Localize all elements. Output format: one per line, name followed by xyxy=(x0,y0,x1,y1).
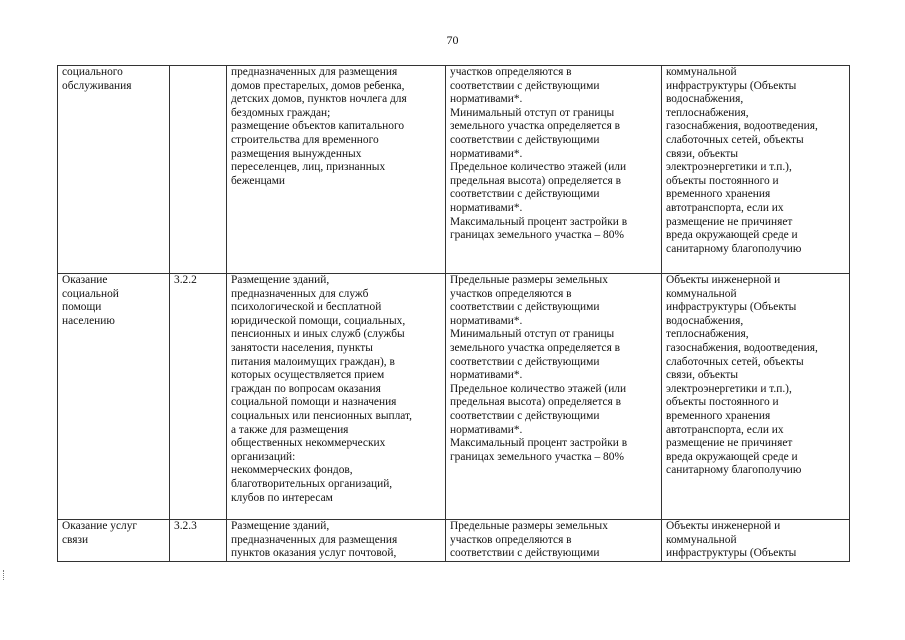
cell-text-line: психологической и бесплатной xyxy=(231,301,382,314)
cell-text-line: социального xyxy=(62,66,123,78)
cell-text-line: домов престарелых, домов ребенка, xyxy=(231,79,405,92)
cell-text-line: общественных некоммерческих xyxy=(231,437,386,450)
row-1-parameters xyxy=(446,274,662,520)
cell-text-line: организаций: xyxy=(231,450,296,463)
cell-text-line: водоснабжения, xyxy=(666,314,744,327)
row-2-name xyxy=(58,520,170,562)
table-row xyxy=(58,520,850,562)
cell-text-line: граждан по вопросам оказания xyxy=(231,382,381,395)
cell-text-line: размещение не причиняет xyxy=(666,437,793,450)
cell-text-line: размещение не причиняет xyxy=(666,215,793,228)
cell-text-line: участков определяются в xyxy=(450,533,572,546)
cell-text-line: бездомных граждан; xyxy=(231,106,331,119)
row-2-parameters xyxy=(446,520,662,562)
cell-text-line: соответствии с действующими xyxy=(450,547,600,560)
cell-text-line: соответствии с действующими xyxy=(450,355,600,368)
row-2-code: 3.2.3 xyxy=(170,520,227,562)
row-1-code: 3.2.2 xyxy=(170,274,227,520)
row-2-description xyxy=(227,520,446,562)
cell-text-line: Объекты инженерной и xyxy=(666,520,781,532)
cell-text-line: границах земельного участка – 80% xyxy=(450,229,624,242)
cell-text-line: переселенцев, лиц, признанных xyxy=(231,161,386,174)
cell-text-line: временного хранения xyxy=(666,188,771,201)
row-0-code xyxy=(170,66,227,274)
cell-text-line: социальной помощи и назначения xyxy=(231,396,397,409)
cell-text-line: коммунальной xyxy=(666,66,737,78)
cell-text-line: автотранспорта, если их xyxy=(666,423,784,436)
cell-text-line: земельного участка определяется в xyxy=(450,341,621,354)
cell-text-line: электроэнергетики и т.п.), xyxy=(666,382,792,395)
cell-text-line: строительства для временного xyxy=(231,133,379,146)
cell-text-line: клубов по интересам xyxy=(231,491,333,504)
cell-text-line: питания малоимущих граждан), в xyxy=(231,355,395,368)
cell-text-line: инфраструктуры (Объекты xyxy=(666,79,797,92)
cell-text-line: слаботочных сетей, объекты xyxy=(666,133,804,146)
cell-text-line: газоснабжения, водоотведения, xyxy=(666,341,818,354)
cell-text-line: соответствии с действующими xyxy=(450,188,600,201)
cell-text-line: некоммерческих фондов, xyxy=(231,464,353,477)
cell-text-line: Оказание xyxy=(62,274,108,286)
cell-text-line: земельного участка определяется в xyxy=(450,120,621,133)
row-1-name xyxy=(58,274,170,520)
cell-text-line: предназначенных для размещения xyxy=(231,533,398,546)
land-use-table xyxy=(57,65,850,562)
cell-text-line: Минимальный отступ от границы xyxy=(450,106,615,119)
cell-text-line: юридической помощи, социальных, xyxy=(231,314,406,327)
cell-text-line: инфраструктуры (Объекты xyxy=(666,547,797,560)
cell-text-line: нормативами*. xyxy=(450,423,523,436)
row-0-parameters xyxy=(446,66,662,274)
row-1-description xyxy=(227,274,446,520)
cell-text-line: социальных или пенсионных выплат, xyxy=(231,409,413,422)
cell-text-line: а также для размещения xyxy=(231,423,349,436)
row-2-infrastructure xyxy=(662,520,850,562)
cell-text-line: помощи xyxy=(62,301,102,314)
cell-text-line: размещение объектов капитального xyxy=(231,120,405,133)
cell-text-line: соответствии с действующими xyxy=(450,409,600,422)
cell-text-line: газоснабжения, водоотведения, xyxy=(666,120,818,133)
cell-text-line: которых осуществляется прием xyxy=(231,369,385,382)
cell-text-line: предельная высота) определяется в xyxy=(450,174,621,187)
row-0-description xyxy=(227,66,446,274)
cell-text-line: обслуживания xyxy=(62,79,132,92)
cell-text-line: теплоснабжения, xyxy=(666,106,749,119)
cell-text-line: Максимальный процент застройки в xyxy=(450,437,628,450)
cell-text-line: предельная высота) определяется в xyxy=(450,396,621,409)
cell-text-line: Размещение зданий, xyxy=(231,520,330,532)
cell-text-line: участков определяются в xyxy=(450,66,572,78)
cell-text-line: Минимальный отступ от границы xyxy=(450,328,615,341)
cell-text-line: занятости населения, пункты xyxy=(231,341,373,354)
cell-text-line: вреда окружающей среде и xyxy=(666,229,798,242)
cell-text-line: участков определяются в xyxy=(450,287,572,300)
cell-text-line: пенсионных и иных служб (службы xyxy=(231,328,405,341)
cell-text-line: пунктов оказания услуг почтовой, xyxy=(231,547,397,560)
cell-text-line: слаботочных сетей, объекты xyxy=(666,355,804,368)
cell-text-line: теплоснабжения, xyxy=(666,328,749,341)
scan-edge-mark xyxy=(3,570,6,580)
row-0-name xyxy=(58,66,170,274)
cell-text-line: коммунальной xyxy=(666,533,737,546)
cell-text-line: соответствии с действующими xyxy=(450,301,600,314)
cell-text-line: автотранспорта, если их xyxy=(666,201,784,214)
cell-text-line: предназначенных для размещения xyxy=(231,66,398,78)
cell-text-line: беженцами xyxy=(231,174,286,187)
cell-text-line: объекты постоянного и xyxy=(666,174,779,187)
cell-text-line: электроэнергетики и т.п.), xyxy=(666,161,792,174)
cell-text-line: Предельное количество этажей (или xyxy=(450,382,627,395)
cell-text-line: соответствии с действующими xyxy=(450,79,600,92)
cell-text-line: соответствии с действующими xyxy=(450,133,600,146)
cell-text-line: санитарному благополучию xyxy=(666,242,802,255)
cell-text-line: нормативами*. xyxy=(450,147,523,160)
cell-text-line: временного хранения xyxy=(666,409,771,422)
cell-text-line: границах земельного участка – 80% xyxy=(450,450,624,463)
cell-text-line: Объекты инженерной и xyxy=(666,274,781,286)
cell-text-line: нормативами*. xyxy=(450,369,523,382)
cell-text-line: нормативами*. xyxy=(450,93,523,106)
table-row xyxy=(58,274,850,520)
cell-text-line: предназначенных для служб xyxy=(231,287,369,300)
cell-text-line: санитарному благополучию xyxy=(666,464,802,477)
page-number: 70 xyxy=(446,33,459,47)
cell-text-line: объекты постоянного и xyxy=(666,396,779,409)
cell-text-line: Предельные размеры земельных xyxy=(450,520,608,532)
cell-text-line: благотворительных организаций, xyxy=(231,477,393,490)
cell-text-line: Оказание услуг xyxy=(62,520,138,532)
table-row xyxy=(58,66,850,274)
cell-text-line: связи, объекты xyxy=(666,147,738,160)
cell-text-line: коммунальной xyxy=(666,287,737,300)
cell-text-line: вреда окружающей среде и xyxy=(666,450,798,463)
cell-text-line: Предельные размеры земельных xyxy=(450,274,608,286)
row-0-infrastructure xyxy=(662,66,850,274)
cell-text-line: детских домов, пунктов ночлега для xyxy=(231,93,407,106)
cell-text-line: водоснабжения, xyxy=(666,93,744,106)
cell-text-line: нормативами*. xyxy=(450,201,523,214)
cell-text-line: Размещение зданий, xyxy=(231,274,330,286)
cell-text-line: связи, объекты xyxy=(666,369,738,382)
cell-text-line: Максимальный процент застройки в xyxy=(450,215,628,228)
cell-text-line: Предельное количество этажей (или xyxy=(450,161,627,174)
cell-text-line: связи xyxy=(62,533,89,546)
cell-text-line: нормативами*. xyxy=(450,314,523,327)
row-1-infrastructure xyxy=(662,274,850,520)
cell-text-line: инфраструктуры (Объекты xyxy=(666,301,797,314)
cell-text-line: социальной xyxy=(62,287,119,300)
cell-text-line: размещения вынужденных xyxy=(231,147,362,160)
cell-text-line: населению xyxy=(62,314,115,327)
